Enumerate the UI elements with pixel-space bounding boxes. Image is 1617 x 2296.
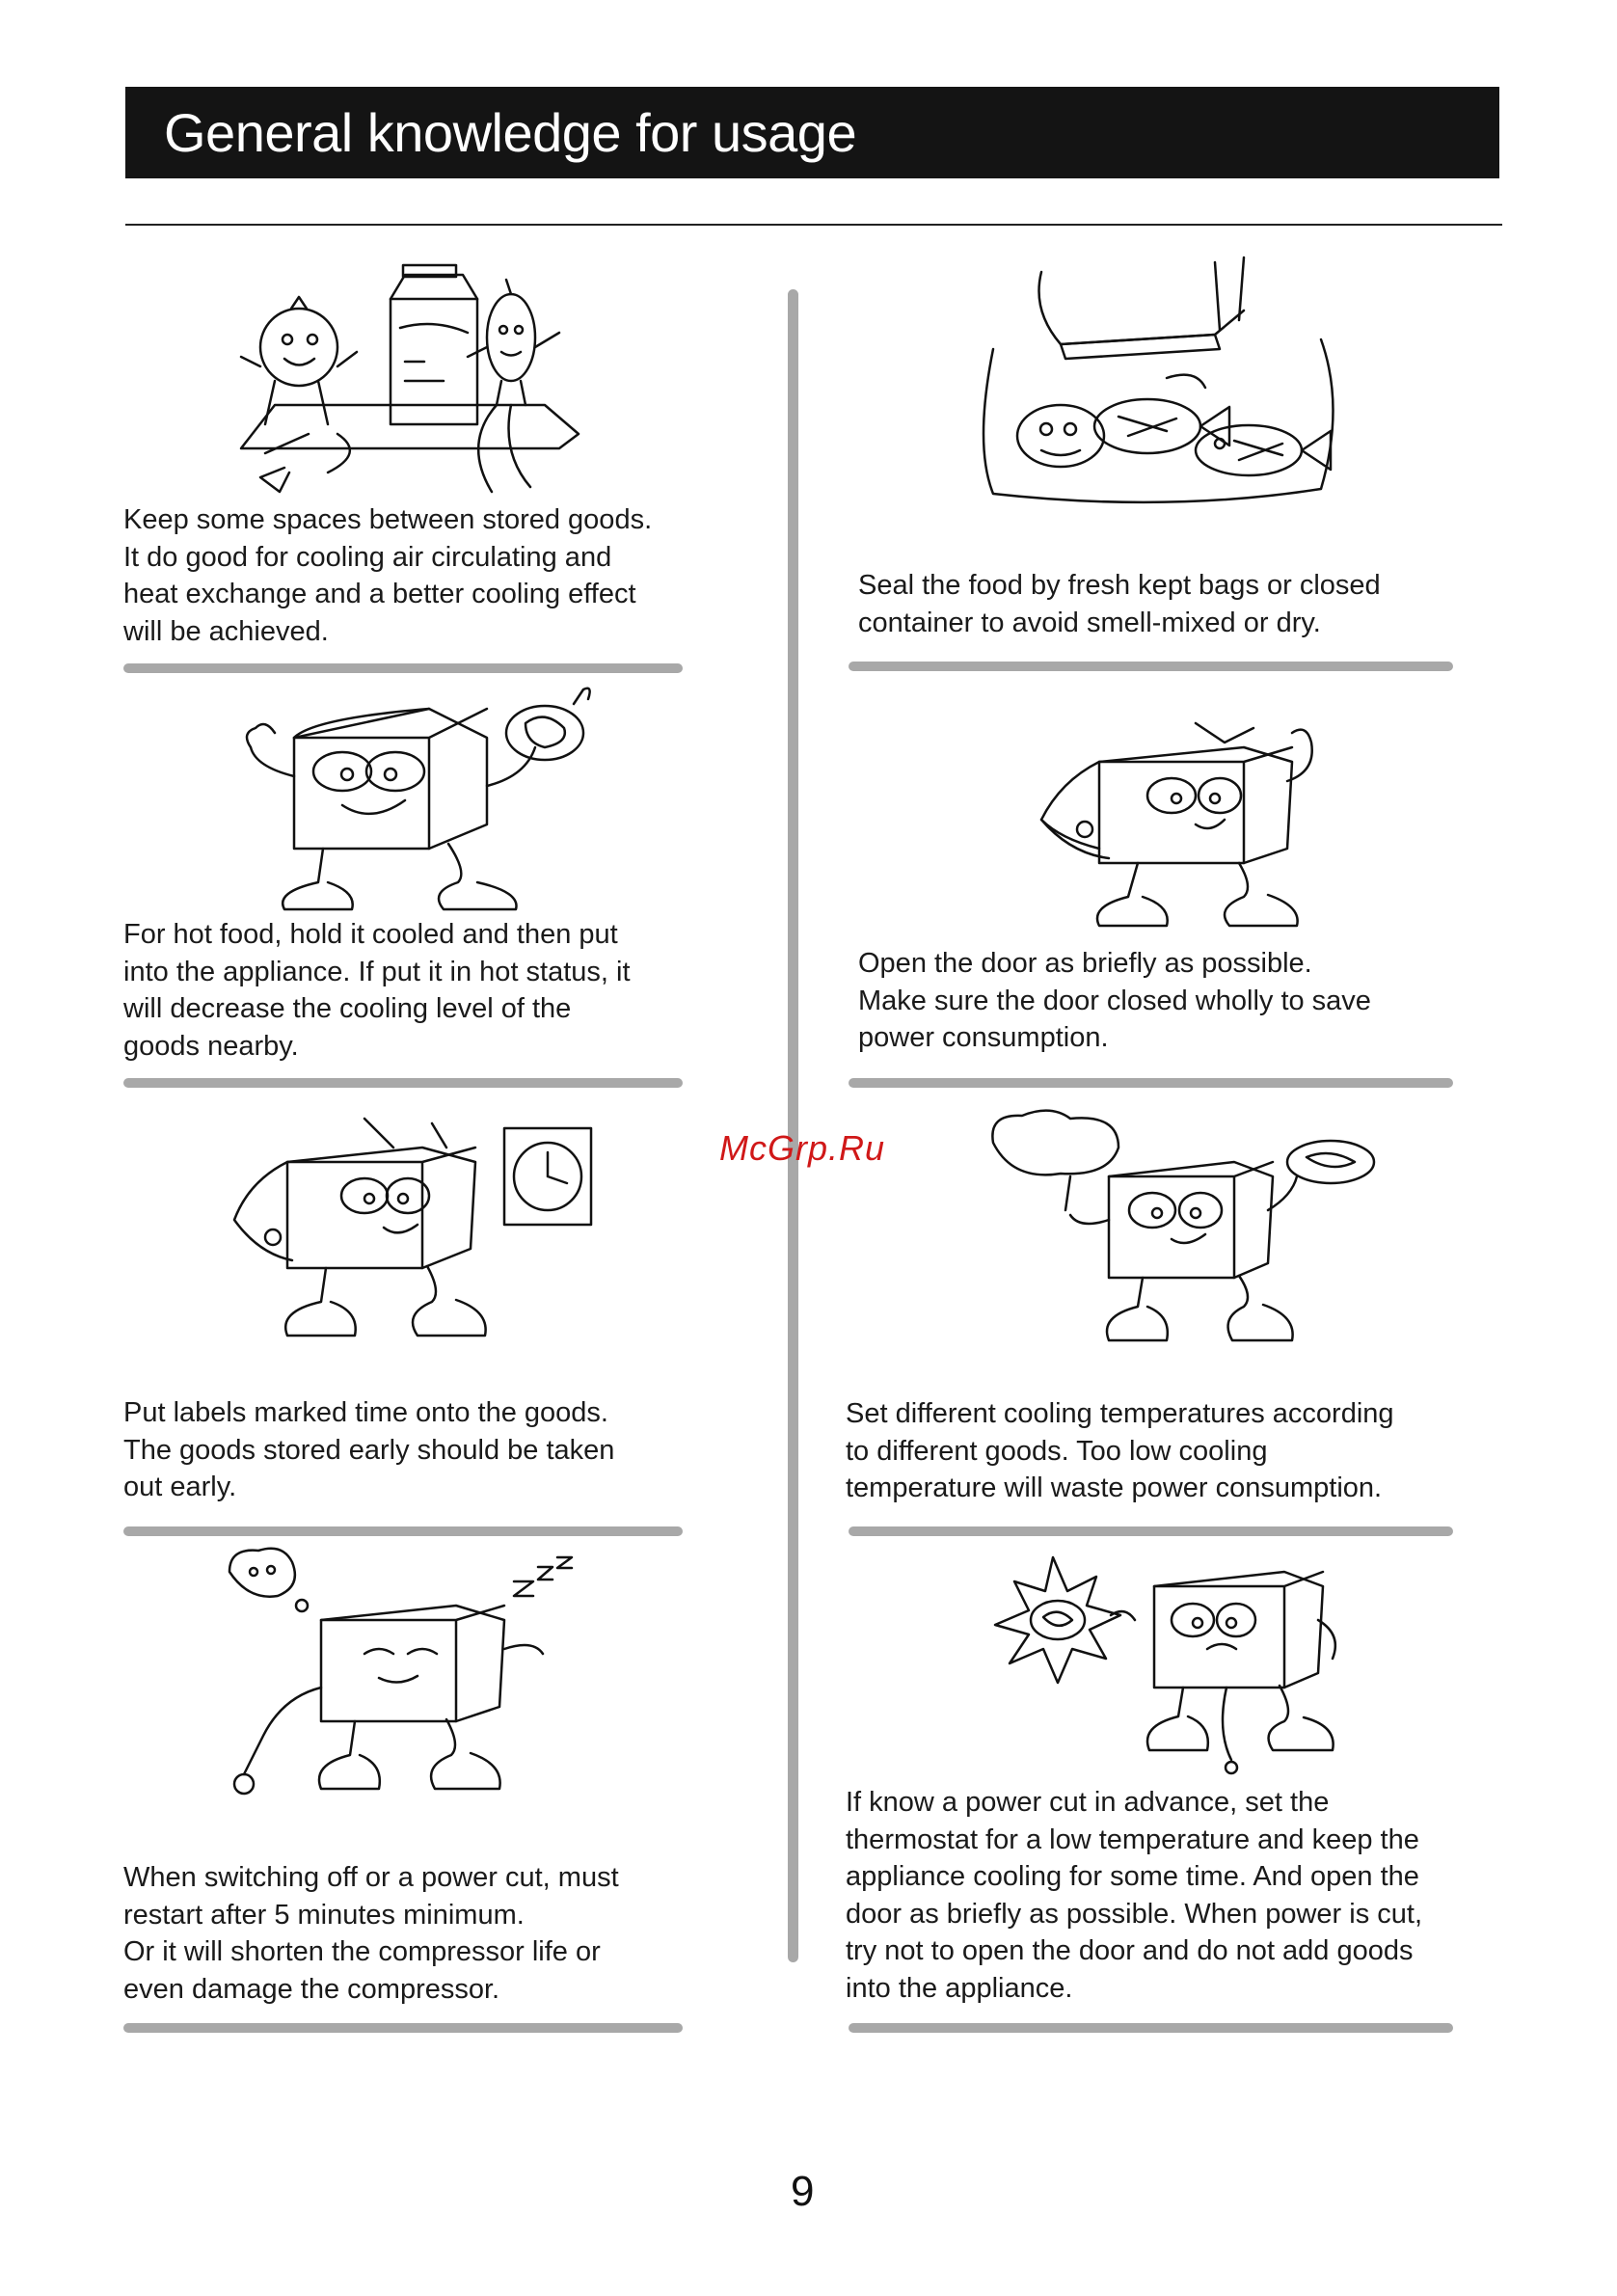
tip-text: When switching off or a power cut, must restart after 5 minutes minimum. Or it will shorten the compressor life or even damage the compressor. bbox=[123, 1862, 619, 2005]
freezer-thinking-fish-illustration bbox=[974, 1104, 1379, 1345]
sealing-fish-bag-illustration bbox=[974, 253, 1340, 508]
tip-text: Put labels marked time onto the goods. The goods stored early should be taken out early. bbox=[123, 1397, 615, 1502]
tip-separator bbox=[849, 2023, 1453, 2033]
tip-separator bbox=[849, 1526, 1453, 1536]
tip-separator bbox=[849, 1078, 1453, 1088]
freezer-power-cut-illustration bbox=[976, 1548, 1347, 1779]
tip-separator bbox=[849, 662, 1453, 671]
page-header bbox=[125, 87, 1499, 178]
tip-text: Set different cooling temperatures according to different goods. Too low cooling temperature will waste power consumption. bbox=[846, 1398, 1394, 1503]
tip-separator bbox=[123, 663, 683, 673]
tip-text: Keep some spaces between stored goods. It do good for cooling air circulating and heat exchange and a better cooling effect will be achieved. bbox=[123, 504, 653, 647]
freezer-open-door-illustration bbox=[1032, 694, 1331, 931]
header-rule bbox=[125, 224, 1502, 226]
tip-text: For hot food, hold it cooled and then put into the appliance. If put it in hot status, it will decrease the cooling level of the goods nearby. bbox=[123, 919, 631, 1062]
freezer-sleeping-illustration bbox=[225, 1543, 581, 1803]
tip-text: Seal the food by fresh kept bags or closed container to avoid smell-mixed or dry. bbox=[858, 570, 1381, 638]
tip-text: Open the door as briefly as possible. Make sure the door closed wholly to save power consumption. bbox=[858, 948, 1371, 1053]
column-divider bbox=[788, 289, 798, 1962]
page-number: 9 bbox=[791, 2168, 815, 2215]
tip-separator bbox=[123, 1526, 683, 1536]
tip-separator bbox=[123, 2023, 683, 2033]
freezer-holding-hot-food-illustration bbox=[236, 680, 598, 911]
milk-and-vegetables-illustration bbox=[231, 260, 588, 497]
page-title: General knowledge for usage bbox=[164, 102, 857, 163]
freezer-with-clock-illustration bbox=[229, 1104, 596, 1360]
watermark: McGrp.Ru bbox=[719, 1128, 886, 1168]
tip-separator bbox=[123, 1078, 683, 1088]
tip-text: If know a power cut in advance, set the thermostat for a low temperature and keep the appliance cooling for some time. And open the door as briefly as possible. When power is cut, try not to open the door and do not add goods into the appliance. bbox=[846, 1787, 1422, 2004]
